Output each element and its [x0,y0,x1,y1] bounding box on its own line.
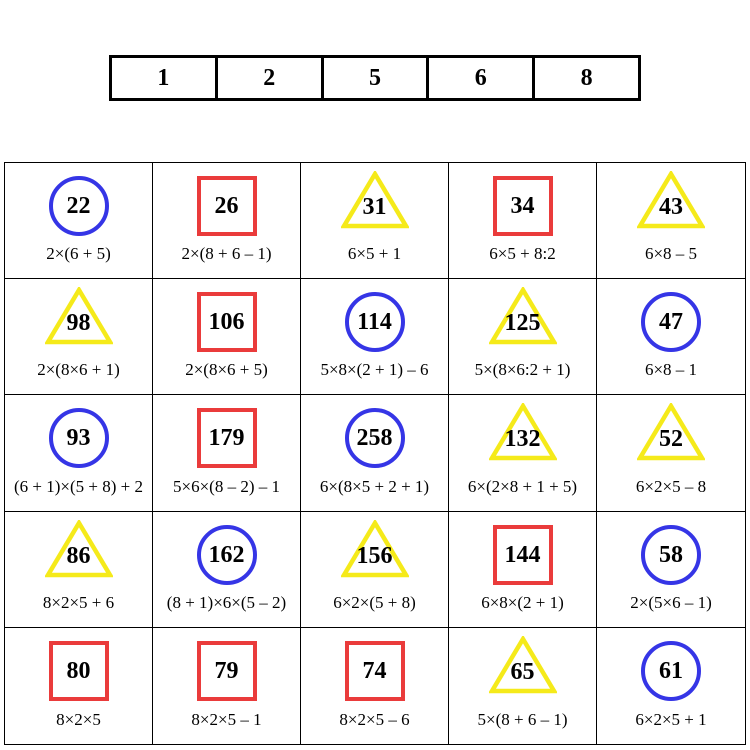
cell-expression: 5×6×(8 – 2) – 1 [173,476,280,496]
grid-cell [5,512,153,628]
cell-value: 31 [362,194,387,220]
cell-value: 156 [356,542,393,569]
square-shape [493,525,553,585]
triangle-shape [489,287,557,345]
cell-value: 132 [504,426,541,453]
grid-cell [597,279,745,395]
cell-expression: 2×(6 + 5) [46,244,111,264]
cell-expression: 6×2×5 + 1 [635,709,707,729]
circle-shape [49,176,109,236]
grid-cell [301,512,449,628]
cell-value: 98 [66,310,91,337]
cell-value: 258 [356,425,393,452]
number-cell: 8 [532,58,638,98]
cell-expression: 6×2×5 – 8 [635,476,707,496]
grid-cell [153,512,301,628]
square-shape [197,176,257,236]
grid-cell [153,279,301,395]
square-shape [197,641,257,701]
circle-shape [345,292,405,352]
cell-value: 58 [659,541,683,568]
grid-cell [5,163,153,279]
grid-cell [153,163,301,279]
cell-expression: 6×8 – 1 [644,360,698,380]
square-shape [197,408,257,468]
cell-expression: 8×2×5 [56,709,101,729]
grid-cell [301,628,449,744]
cell-expression: (6 + 1)×(5 + 8) + 2 [14,476,143,496]
triangle-shape [341,520,409,578]
cell-expression: 5×(8 + 6 – 1) [477,709,568,729]
grid-cell [597,395,745,511]
grid-cell [5,395,153,511]
grid-cell [301,163,449,279]
puzzle-grid [4,162,746,745]
cell-expression: 6×8×(2 + 1) [481,592,564,612]
grid-cell [597,512,745,628]
cell-expression: 8×2×5 – 6 [339,709,410,729]
circle-shape [49,408,109,468]
cell-expression: 2×(8×6 + 1) [37,360,120,380]
cell-value: 93 [66,425,91,452]
cell-expression: 6×5 + 1 [347,244,402,264]
cell-expression: 5×8×(2 + 1) – 6 [320,360,429,380]
square-shape [345,641,405,701]
grid-cell [153,628,301,744]
grid-cell [449,395,597,511]
cell-expression: 8×2×5 + 6 [42,592,115,612]
triangle-shape [45,520,113,578]
circle-shape [641,292,701,352]
cell-value: 144 [504,541,541,568]
number-cell: 5 [321,58,427,98]
cell-value: 47 [659,309,683,336]
cell-value: 179 [208,425,245,452]
grid-cell [5,279,153,395]
grid-cell [449,512,597,628]
cell-value: 43 [659,194,683,220]
cell-expression: 6×(2×8 + 1 + 5) [467,476,578,496]
square-shape [197,292,257,352]
cell-value: 86 [66,542,91,569]
number-cell: 6 [426,58,532,98]
grid-cell [301,279,449,395]
triangle-shape [489,636,557,694]
circle-shape [197,525,257,585]
grid-cell [597,163,745,279]
triangle-shape [637,171,705,229]
cell-expression: 2×(8 + 6 – 1) [181,244,272,264]
cell-value: 65 [510,658,535,685]
cell-expression: 6×(8×5 + 2 + 1) [319,476,430,496]
cell-expression: 2×(8×6 + 5) [185,360,268,380]
cell-expression: 5×(8×6:2 + 1) [474,360,571,380]
cell-value: 79 [214,657,239,684]
cell-value: 61 [659,657,683,684]
triangle-shape [45,287,113,345]
grid-cell [449,628,597,744]
number-cell: 2 [215,58,321,98]
numbers-bar [109,55,641,101]
grid-cell [153,395,301,511]
grid-cell [449,163,597,279]
cell-value: 26 [214,193,239,219]
cell-value: 34 [510,193,535,219]
grid-cell [597,628,745,744]
cell-value: 22 [66,193,91,219]
cell-expression: 6×5 + 8:2 [489,244,556,264]
cell-value: 80 [66,657,91,684]
triangle-shape [341,171,409,229]
cell-value: 106 [208,309,245,336]
cell-value: 74 [362,657,387,684]
grid-cell [301,395,449,511]
cell-expression: 6×8 – 5 [644,244,698,264]
triangle-shape [637,403,705,461]
circle-shape [641,525,701,585]
cell-value: 114 [357,309,392,336]
square-shape [493,176,553,236]
cell-value: 125 [504,310,541,337]
cell-expression: (8 + 1)×6×(5 – 2) [166,592,287,612]
triangle-shape [489,403,557,461]
circle-shape [641,641,701,701]
cell-expression: 8×2×5 – 1 [191,709,262,729]
grid-cell [449,279,597,395]
cell-value: 52 [659,426,683,453]
cell-value: 162 [208,541,245,568]
circle-shape [345,408,405,468]
cell-expression: 6×2×(5 + 8) [333,592,416,612]
grid-cell [5,628,153,744]
cell-expression: 2×(5×6 – 1) [630,592,712,612]
number-cell: 1 [157,64,170,91]
square-shape [49,641,109,701]
